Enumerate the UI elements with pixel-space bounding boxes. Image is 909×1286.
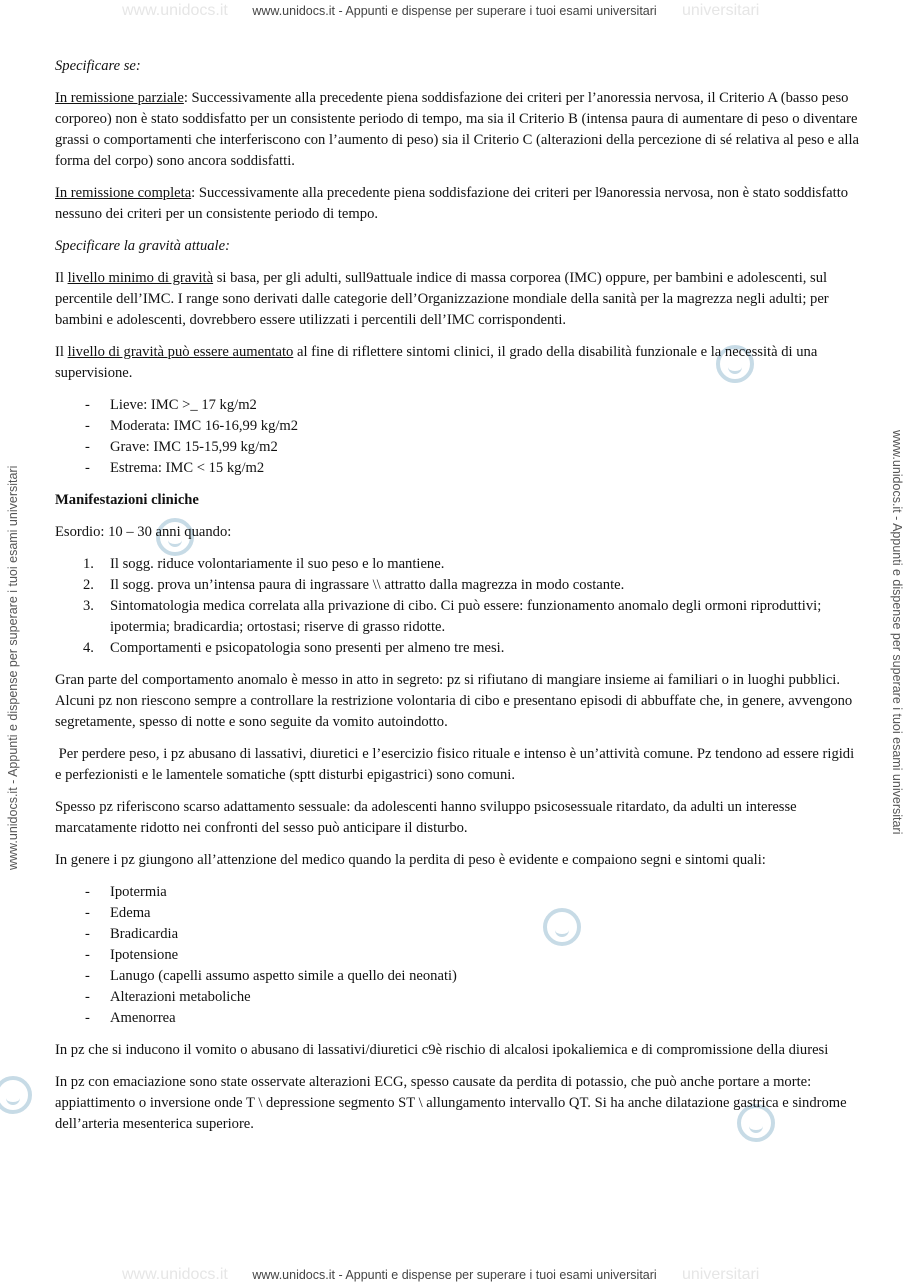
ecg-paragraph: In pz con emaciazione sono state osservate alterazioni ECG, spesso causate da perdita di potassio, che può anche portare a morte: appiattimento o inversione onde T \ depressione segmento ST \ allungamento intervallo QT. Si ha anche dilatazione gastrica e sindrome dell’arteria mesenterica superiore. [55, 1074, 847, 1132]
severity-label: Specificare la gravità attuale: [55, 238, 230, 254]
list-number: 1. [83, 556, 94, 572]
severity-p2-prefix: Il [55, 344, 68, 360]
partial-remission-label: In remissione parziale [55, 90, 184, 106]
partial-remission-text: : Successivamente alla precedente piena soddisfazione dei criteri per l’anoressia nervosa, il Criterio A (basso peso corporeo) non è stato soddisfatto per un consistente periodo di tempo, ma sia il Criterio B (intensa paura di aumentare di peso o diventare grassi o comportamenti che interferiscono con l’aumento di peso) sia il Criterio C (alterazioni della percezione di sé relativa al peso e alla forma del corpo) sono ancora soddisfatti. [55, 90, 859, 169]
footer-ghost-left: www.unidocs.it [122, 1266, 228, 1283]
list-item [55, 575, 860, 596]
secret-behavior-paragraph: Gran parte del comportamento anomalo è messo in atto in segreto: pz si rifiutano di mangiare insieme ai familiari o in luoghi pubblici. Alcuni pz non riescono sempre a controllare la restrizione volontaria di cibo e presentano episodi di abbuffate che, in genere, avvengono segretamente, spesso di notte e sono seguite da vomito autoindotto. [55, 672, 853, 730]
list-item [55, 638, 860, 659]
specify-label: Specificare se: [55, 58, 141, 74]
list-text: Sintomatologia medica correlata alla privazione di cibo. Ci può essere: funzionamento anomalo degli ormoni riproduttivi; ipotermia; bradicardia; ortostasi; riserve di grasso ridotte. [110, 598, 822, 635]
list-item: - Ipotermia [55, 882, 860, 903]
medical-attention-paragraph: In genere i pz giungono all’attenzione del medico quando la perdita di peso è evidente e compaiono segni e sintomi quali: [55, 852, 766, 868]
footer-ghost-right: universitari [682, 1266, 760, 1283]
watermark-logo-icon [0, 1076, 32, 1114]
severity-paragraph-1 [55, 268, 860, 331]
weight-loss-paragraph: Per perdere peso, i pz abusano di lassativi, diuretici e l’esercizio fisico rituale e intenso è un’attività comune. Pz tendono ad essere rigidi e perfezionisti e le lamentele somatiche (sptt disturbi epigastrici) sono comuni. [55, 746, 858, 783]
list-text: Il sogg. riduce volontariamente il suo peso e lo mantiene. [110, 556, 445, 572]
list-number: 2. [83, 577, 94, 593]
severity-p2-text: al fine di riflettere sintomi clinici, il grado della disabilità funzionale e la necessità di una supervisione. [55, 344, 818, 381]
list-number: 3. [83, 598, 94, 614]
list-item [55, 554, 860, 575]
list-item: - Grave: IMC 15-15,99 kg/m2 [55, 437, 860, 458]
complete-remission-paragraph [55, 183, 860, 225]
severity-p2-underlined: livello di gravità può essere aumentato [67, 344, 294, 360]
onset-list [55, 554, 860, 659]
header-ghost-left: www.unidocs.it [122, 2, 228, 19]
list-item: - Edema [55, 903, 860, 924]
side-watermark-right: www.unidocs.it - Appunti e dispense per superare i tuoi esami universitari [890, 430, 904, 835]
vomit-risk-paragraph: In pz che si inducono il vomito o abusano di lassativi/diuretici c9è rischio di alcalosi ipokaliemica e di compromissione della diuresi [55, 1042, 829, 1058]
list-item [55, 596, 860, 638]
complete-remission-label: In remissione completa [55, 185, 192, 201]
signs-list [55, 882, 860, 1029]
list-text: Il sogg. prova un’intensa paura di ingrassare \\ attratto dalla magrezza in modo costante. [110, 577, 625, 593]
side-watermark-left: www.unidocs.it - Appunti e dispense per superare i tuoi esami universitari [6, 465, 20, 870]
severity-levels-list [55, 395, 860, 479]
list-item: - Lanugo (capelli assumo aspetto simile a quello dei neonati) [55, 966, 860, 987]
list-item: - Bradicardia [55, 924, 860, 945]
list-item: - Alterazioni metaboliche [55, 987, 860, 1008]
list-text: Comportamenti e psicopatologia sono presenti per almeno tre mesi. [110, 640, 505, 656]
partial-remission-paragraph [55, 88, 860, 172]
list-number: 4. [83, 640, 94, 656]
header-banner: www.unidocs.it - Appunti e dispense per superare i tuoi esami universitari [252, 4, 657, 18]
complete-remission-text: : Successivamente alla precedente piena soddisfazione dei criteri per l9anoressia nervosa, non è stato soddisfatto nessuno dei criteri per un consistente periodo di tempo. [55, 185, 849, 222]
list-item: - Ipotensione [55, 945, 860, 966]
clinical-heading: Manifestazioni cliniche [55, 492, 199, 508]
footer-banner: www.unidocs.it - Appunti e dispense per superare i tuoi esami universitari [252, 1268, 657, 1282]
document-body [55, 56, 860, 1146]
severity-p1-underlined: livello minimo di gravità [67, 270, 214, 286]
onset-text: Esordio: 10 – 30 anni quando: [55, 524, 232, 540]
sexual-adaptation-paragraph: Spesso pz riferiscono scarso adattamento sessuale: da adolescenti hanno sviluppo psicosessuale ritardato, da adulti un interesse marcatamente ridotto nei confronti del sesso può anticipare il disturbo. [55, 799, 797, 836]
severity-p1-prefix: Il [55, 270, 68, 286]
list-item: - Estrema: IMC < 15 kg/m2 [55, 458, 860, 479]
severity-p1-text: si basa, per gli adulti, sull9attuale indice di massa corporea (IMC) oppure, per bambini e adolescenti, sul percentile dell’IMC. I range sono derivati dalle categorie dell’Organizzazione mondiale della sanità per la magrezza negli adulti; per bambini e adolescenti, dovrebbero essere utilizzati i percentili dell’IMC corrispondenti. [55, 270, 829, 328]
list-item: - Lieve: IMC >_ 17 kg/m2 [55, 395, 860, 416]
list-item: - Moderata: IMC 16-16,99 kg/m2 [55, 416, 860, 437]
list-item: - Amenorrea [55, 1008, 860, 1029]
header-ghost-right: universitari [682, 2, 760, 19]
severity-paragraph-2 [55, 342, 860, 384]
